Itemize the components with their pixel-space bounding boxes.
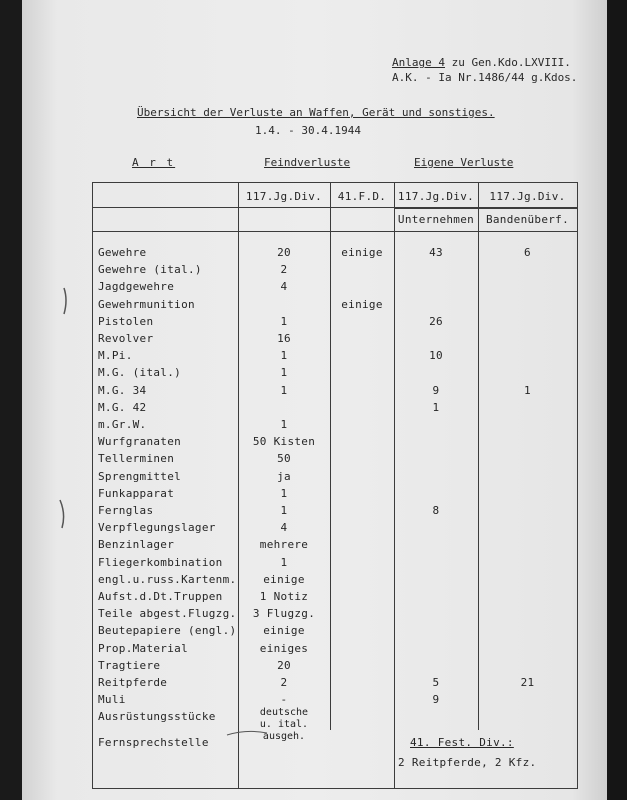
row-label: Muli xyxy=(98,693,126,707)
ausruestung-note: deutsche u. ital. ausgeh. xyxy=(259,707,309,742)
date-range: 1.4. - 30.4.1944 xyxy=(255,124,361,137)
row-value-feind-jg: einige xyxy=(263,624,305,638)
row-label: Beutepapiere (engl.) xyxy=(98,624,237,638)
pen-mark-3 xyxy=(227,731,267,735)
pen-mark-1 xyxy=(64,288,66,314)
footer-losses: 2 Reitpferde, 2 Kfz. xyxy=(398,756,537,769)
row-label: Prop.Material xyxy=(98,641,188,655)
art-heading: A r t xyxy=(132,156,176,169)
handwritten-marks xyxy=(22,0,607,800)
row-value-eig-unt: 9 xyxy=(432,693,440,707)
scan-right-edge xyxy=(607,0,627,800)
row-value-eig-unt: 43 xyxy=(429,246,443,259)
row-label: Fernsprechstelle xyxy=(98,736,209,749)
row-label: Tellerminen xyxy=(98,452,175,466)
reference-line-1: Anlage 4 zu Gen.Kdo.LXVIII. xyxy=(392,56,571,69)
row-label: Ausrüstungsstücke xyxy=(98,710,216,724)
row-value-feind-jg: 1 xyxy=(280,366,288,380)
row-value-feind-jg: 1 xyxy=(280,314,288,328)
row-value-feind-jg: 50 xyxy=(277,452,291,466)
row-value-eig-unt: 9 xyxy=(432,383,440,397)
row-label: M.G. (ital.) xyxy=(98,366,182,380)
row-label: Sprengmittel xyxy=(98,469,182,483)
row-value-feind-jg: 50 Kisten xyxy=(252,435,316,449)
row-value-feind-jg: 4 xyxy=(280,521,288,535)
row-label: Gewehre xyxy=(98,246,147,259)
row-value-feind-jg: 1 xyxy=(280,504,288,517)
row-label: Tragtiere xyxy=(98,658,161,672)
row-label: m.Gr.W. xyxy=(98,418,147,431)
row-label: Jagdgewehre xyxy=(98,280,175,294)
row-value-eig-unt: 26 xyxy=(429,314,443,328)
row-value-feind-jg: 1 xyxy=(280,555,288,569)
row-label: Aufst.d.Dt.Truppen xyxy=(98,590,223,603)
row-value-feind-jg: 20 xyxy=(277,246,291,259)
row-label: Benzinlager xyxy=(98,538,175,552)
feind-col2-header: 41.F.D. xyxy=(337,190,387,203)
row-label: engl.u.russ.Kartenm. xyxy=(98,572,237,586)
row-value-feind-jg: einiges xyxy=(259,641,309,655)
row-value-eig-band: 21 xyxy=(520,676,535,689)
row-value-feind-jg: - xyxy=(280,693,288,707)
eigene-col1-header: 117.Jg.Div. xyxy=(397,190,475,203)
scan-left-edge xyxy=(0,0,22,800)
row-value-feind-jg: 1 xyxy=(280,349,288,363)
feindverluste-heading: Feindverluste xyxy=(264,156,351,169)
document-page xyxy=(22,0,607,800)
row-label: Teile abgest.Flugzg. xyxy=(98,607,237,621)
row-label: Pistolen xyxy=(98,314,154,328)
feind-col1-header: 117.Jg.Div. xyxy=(245,190,323,203)
pen-mark-2 xyxy=(60,500,64,528)
reference-line-2: A.K. - Ia Nr.1486/44 g.Kdos. xyxy=(392,71,578,84)
row-value-feind-jg: 4 xyxy=(280,280,288,294)
row-value-feind-jg: 1 xyxy=(280,486,288,500)
row-value-eig-unt: 5 xyxy=(432,676,440,689)
row-value-feind-jg: 1 xyxy=(280,418,288,431)
row-label: Fernglas xyxy=(98,504,154,517)
row-label: M.Pi. xyxy=(98,349,133,363)
eigene-col2-header: 117.Jg.Div. xyxy=(489,190,566,203)
eigene-verluste-heading: Eigene Verluste xyxy=(414,156,514,169)
eigene-col2-subheader: Bandenüberf. xyxy=(485,213,570,226)
row-value-feind-jg: 16 xyxy=(277,332,291,345)
row-label: M.G. 42 xyxy=(98,400,147,414)
document-title: Übersicht der Verluste an Waffen, Gerät und sonstiges. xyxy=(137,106,495,119)
row-label: Gewehrmunition xyxy=(98,297,195,311)
row-value-feind-jg: 1 Notiz xyxy=(259,590,309,603)
eigene-col1-subheader: Unternehmen xyxy=(397,213,475,226)
anlage-label: Anlage 4 xyxy=(392,56,445,69)
row-value-feind-jg: 2 xyxy=(280,676,288,689)
row-value-feind-fd: einige xyxy=(341,297,383,311)
row-value-feind-jg: ja xyxy=(277,469,291,483)
row-value-eig-unt: 10 xyxy=(429,349,443,363)
row-label: M.G. 34 xyxy=(98,383,147,397)
row-label: Revolver xyxy=(98,332,154,345)
row-value-eig-band: 1 xyxy=(524,383,531,397)
row-value-eig-unt: 8 xyxy=(432,504,440,517)
row-label: Reitpferde xyxy=(98,676,168,689)
row-value-feind-jg: 2 xyxy=(280,263,288,277)
row-value-feind-jg: 20 xyxy=(277,658,291,672)
row-value-feind-jg: einige xyxy=(263,572,305,586)
row-value-feind-jg: mehrere xyxy=(259,538,309,552)
row-value-eig-unt: 1 xyxy=(432,400,440,414)
footer-division: 41. Fest. Div.: xyxy=(410,736,514,749)
row-label: Verpflegungslager xyxy=(98,521,216,535)
row-label: Gewehre (ital.) xyxy=(98,263,202,277)
row-value-feind-jg: 1 xyxy=(280,383,288,397)
row-value-eig-band: 6 xyxy=(524,246,531,259)
row-label: Funkapparat xyxy=(98,486,175,500)
row-value-feind-jg: 3 Flugzg. xyxy=(252,607,316,621)
row-label: Fliegerkombination xyxy=(98,555,223,569)
row-label: Wurfgranaten xyxy=(98,435,182,449)
row-value-feind-fd: einige xyxy=(341,246,383,259)
